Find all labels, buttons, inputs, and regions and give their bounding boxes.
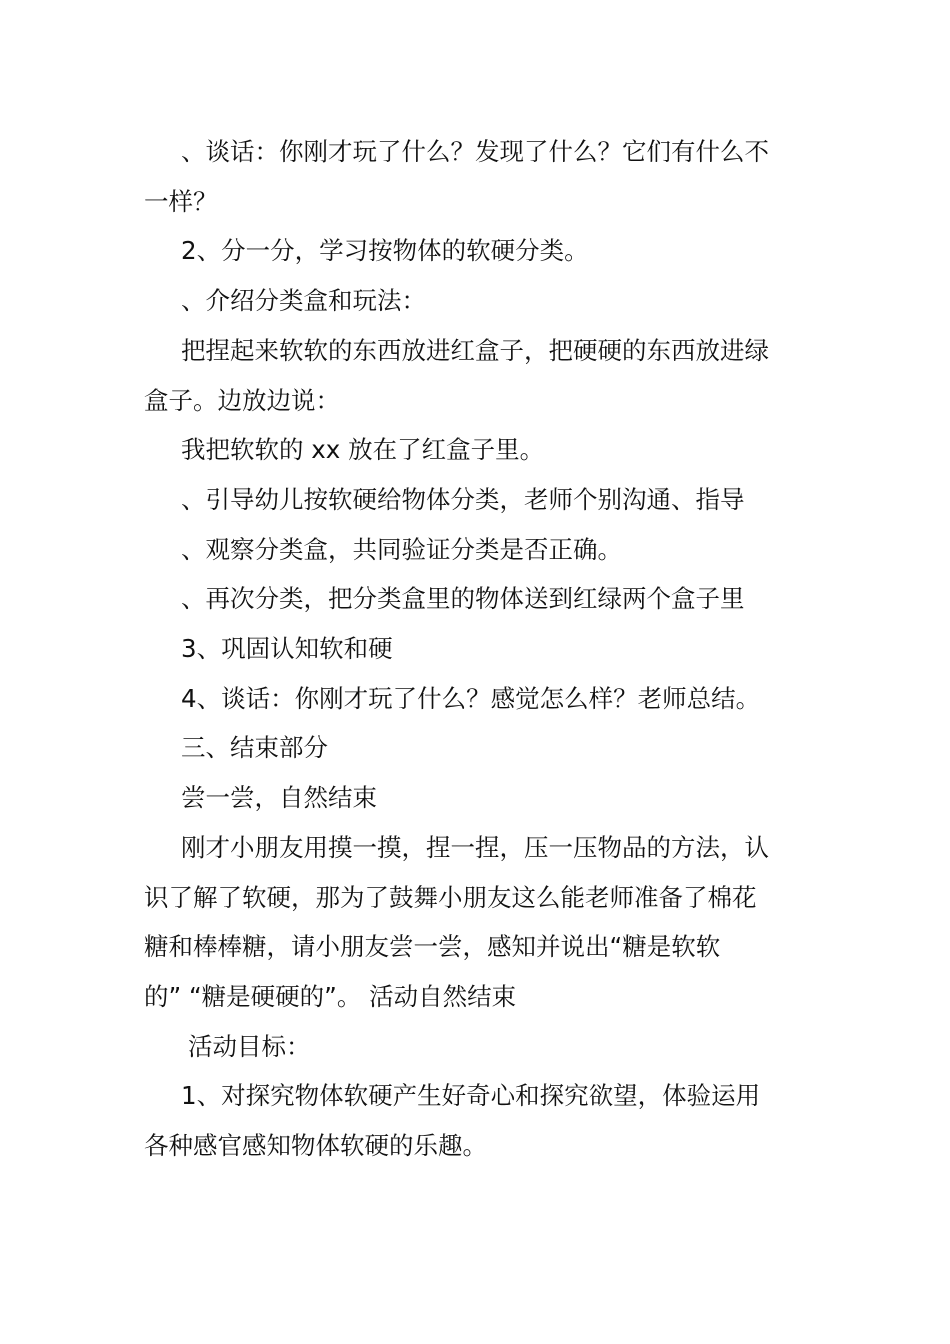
text-line: 、谈话：你刚才玩了什么？发现了什么？它们有什么不 <box>181 137 769 166</box>
document-body <box>144 127 804 1171</box>
text-line: 的” “糖是硬硬的”。 活动自然结束 <box>144 981 517 1011</box>
text-line: 识了解了软硬，那为了鼓舞小朋友这么能老师准备了棉花 <box>144 882 757 912</box>
paragraph-discussion-1 <box>144 127 804 226</box>
paragraph-example-sentence <box>144 425 804 475</box>
text-line: 我把软软的 xx 放在了红盒子里。 <box>181 435 545 465</box>
paragraph-step-3 <box>144 624 804 674</box>
text-line: 、再次分类，把分类盒里的物体送到红绿两个盒子里 <box>181 584 745 614</box>
text-line: 把捏起来软软的东西放进红盒子，把硬硬的东西放进绿 <box>181 335 769 365</box>
paragraph-reclassify <box>144 574 804 624</box>
text-line: 盒子。边放边说： <box>144 385 340 415</box>
text-line: 2、分一分，学习按物体的软硬分类。 <box>181 236 589 266</box>
text-line: 糖和棒棒糖，请小朋友尝一尝，感知并说出“糖是软软 <box>144 932 721 962</box>
paragraph-observe <box>144 525 804 575</box>
paragraph-step-4 <box>144 674 804 724</box>
text-line: 3、巩固认知软和硬 <box>181 634 393 664</box>
paragraph-taste <box>144 773 804 823</box>
paragraph-instructions <box>144 326 804 425</box>
text-line: 、介绍分类盒和玩法： <box>181 286 426 316</box>
paragraph-intro-box <box>144 276 804 326</box>
text-line: 、引导幼儿按软硬给物体分类，老师个别沟通、指导 <box>181 484 745 514</box>
text-line: 活动目标： <box>188 1031 311 1061</box>
text-line: 、观察分类盒，共同验证分类是否正确。 <box>181 534 622 564</box>
text-line: 一样？ <box>144 186 218 216</box>
text-line: 刚才小朋友用摸一摸，捏一捏，压一压物品的方法，认 <box>181 832 769 862</box>
text-line: 4、谈话：你刚才玩了什么？感觉怎么样？老师总结。 <box>181 683 761 713</box>
paragraph-guide-children <box>144 475 804 525</box>
text-line: 1、对探究物体软硬产生好奇心和探究欲望，体验运用 <box>181 1081 761 1111</box>
paragraph-step-2 <box>144 226 804 276</box>
paragraph-goal-1 <box>144 1071 804 1170</box>
section-heading-goals <box>144 1022 804 1072</box>
text-line: 尝一尝，自然结束 <box>181 783 377 813</box>
section-heading-ending <box>144 723 804 773</box>
text-line: 各种感官感知物体软硬的乐趣。 <box>144 1131 487 1161</box>
text-line: 三、结束部分 <box>181 733 328 763</box>
paragraph-summary <box>144 823 804 1022</box>
